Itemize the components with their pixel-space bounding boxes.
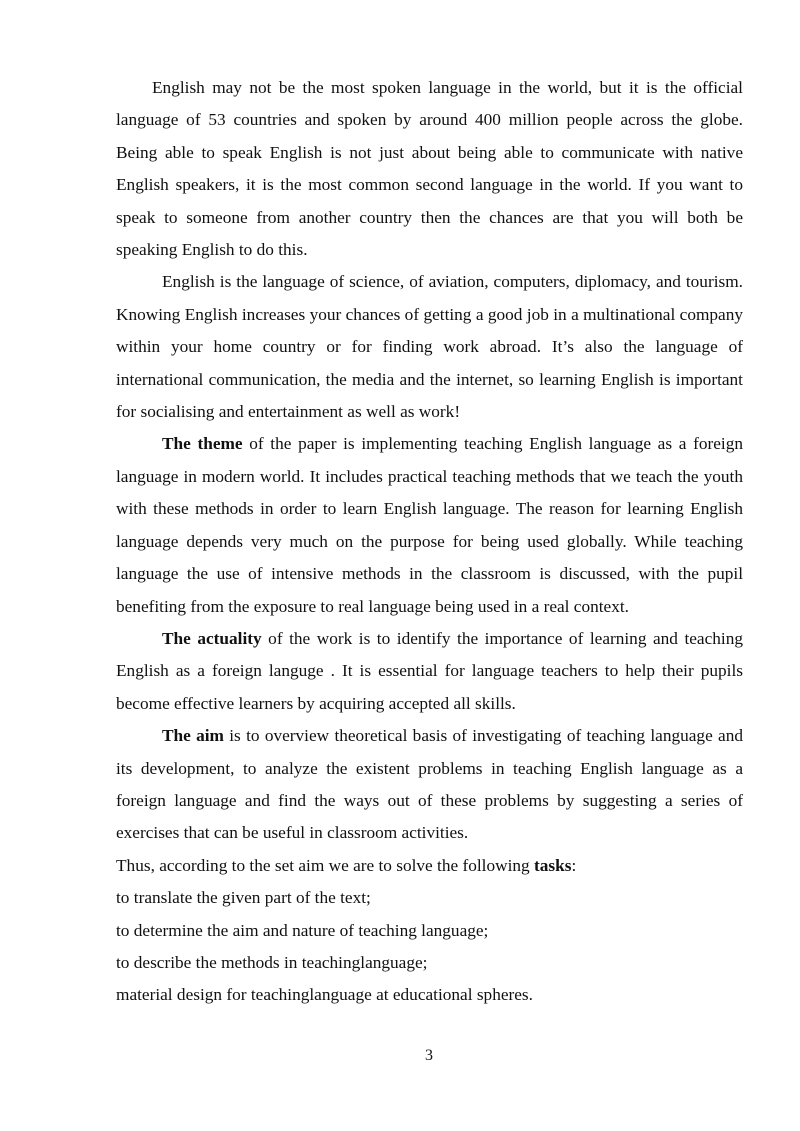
paragraph-theme xyxy=(116,428,743,622)
task-item: material design for teachinglanguage at educational spheres. xyxy=(116,985,533,1005)
aim-text: is to overview theoretical basis of investigating of teaching language and its development, to analyze the existent problems in teaching English language as a foreign language and find the ways out of these problems by suggesting a series of exercises that can be useful in classroom activities. xyxy=(116,726,743,843)
task-item: to translate the given part of the text; xyxy=(116,888,371,908)
document-body xyxy=(116,72,743,1012)
actuality-text: of the work is to identify the importance of learning and teaching English as a foreign languge . It is essential for language teachers to help their pupils become effective learners by acquiring accepted all skills. xyxy=(116,628,743,713)
paragraph-intro: English may not be the most spoken language in the world, but it is the official language of 53 countries and spoken by around 400 million people across the globe. Being able to speak English is not just about being able to communicate with native English speakers, it is the most common second language in the world. If you want to speak to someone from another country then the chances are that you will both be speaking English to do this. xyxy=(116,78,743,260)
paragraph-actuality xyxy=(116,623,743,720)
aim-label: The aim xyxy=(162,726,224,746)
tasks-intro xyxy=(116,850,743,882)
paragraph-aim xyxy=(116,720,743,850)
actuality-label: The actuality xyxy=(162,628,262,648)
tasks-label: tasks xyxy=(534,855,572,875)
tasks-intro-text: Thus, according to the set aim we are to solve the following xyxy=(116,855,534,875)
theme-text: of the paper is implementing teaching English language as a foreign language in modern world. It includes practical teaching methods that we teach the youth with these methods in order to learn English language. The reason for learning English language depends very much on the purpose for being used globally. While teaching language the use of intensive methods in the classroom is discussed, with the pupil benefiting from the exposure to real language being used in a real context. xyxy=(116,434,743,616)
theme-label: The theme xyxy=(162,434,243,454)
task-item: to determine the aim and nature of teaching language; xyxy=(116,920,489,940)
page-number: 3 xyxy=(425,1047,433,1064)
task-item: to describe the methods in teachinglanguage; xyxy=(116,952,428,972)
tasks-intro-colon: : xyxy=(571,855,577,875)
paragraph-importance: English is the language of science, of aviation, computers, diplomacy, and tourism. Knowing English increases your chances of getting a good job in a multinational company within your home country or for finding work abroad. It’s also the language of international communication, the media and the internet, so learning English is important for socialising and entertainment as well as work! xyxy=(116,272,743,422)
